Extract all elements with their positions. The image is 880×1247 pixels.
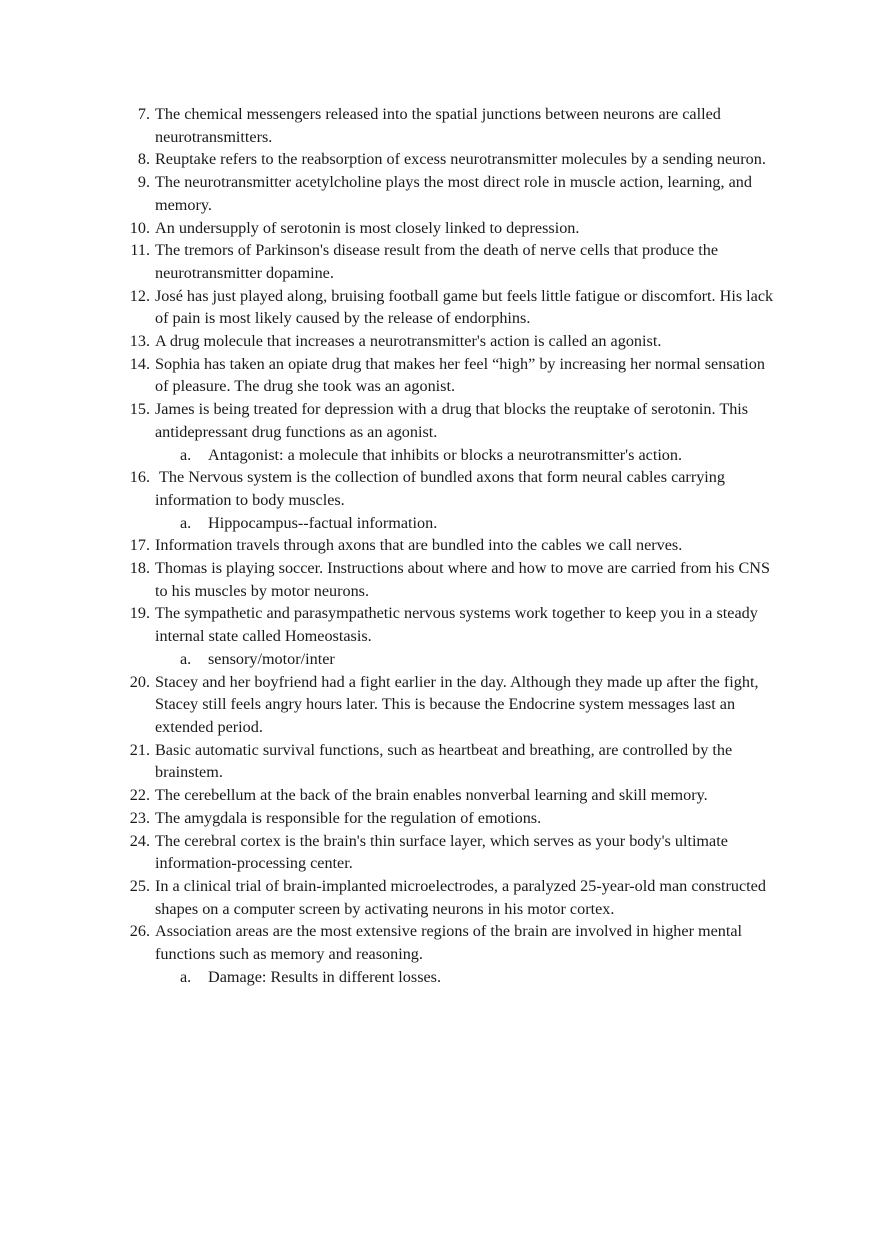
list-item: [0, 398, 880, 443]
item-number: 12.: [129, 286, 150, 305]
item-number: 25.: [129, 876, 150, 895]
list-item: [0, 875, 880, 920]
list-item: [0, 353, 880, 398]
item-text: A drug molecule that increases a neurotransmitter's action is called an agonist.: [155, 332, 662, 351]
list-item: [0, 534, 880, 557]
list-item: [0, 148, 880, 171]
item-number: 26.: [129, 922, 150, 941]
item-number: 10.: [129, 218, 150, 237]
item-number: 21.: [129, 740, 150, 759]
item-number: 7.: [137, 105, 150, 123]
list-item: [0, 602, 880, 647]
item-number: 19.: [129, 604, 150, 623]
item-text: The amygdala is responsible for the regulation of emotions.: [155, 808, 542, 827]
item-number: 17.: [129, 536, 150, 555]
item-number: 15.: [129, 400, 150, 419]
sub-item-letter: a.: [180, 513, 192, 532]
list-item: [0, 784, 880, 807]
sub-item-text: Antagonist: a molecule that inhibits or blocks a neurotransmitter's action.: [208, 445, 683, 464]
item-text: Stacey and her boyfriend had a fight earlier in the day. Although they made up after the fight, Stacey still feels angry hours later. This is because the Endocrine system messages last an extended period.: [155, 672, 759, 736]
sub-item-letter: a.: [180, 649, 192, 668]
item-number: 11.: [130, 241, 150, 260]
list-item: [0, 239, 880, 284]
item-number: 14.: [129, 354, 150, 373]
sub-list-item: [0, 512, 880, 535]
item-number: 18.: [129, 559, 150, 578]
list-item: [0, 671, 880, 739]
item-text: Reuptake refers to the reabsorption of excess neurotransmitter molecules by a sending neuron.: [155, 150, 766, 169]
item-text: Basic automatic survival functions, such as heartbeat and breathing, are controlled by the brainstem.: [155, 740, 733, 782]
item-number: 13.: [129, 332, 150, 351]
sub-list-item: [0, 444, 880, 467]
item-text: Sophia has taken an opiate drug that makes her feel “high” by increasing her normal sensation of pleasure. The drug she took was an agonist.: [155, 354, 765, 396]
sub-item-text: Damage: Results in different losses.: [208, 967, 442, 986]
item-text: The tremors of Parkinson's disease result from the death of nerve cells that produce the neurotransmitter dopamine.: [155, 241, 719, 282]
item-text: The neurotransmitter acetylcholine plays the most direct role in muscle action, learning, and memory.: [155, 173, 752, 214]
list-item: [0, 920, 880, 965]
list-item: [0, 285, 880, 330]
list-item: [0, 557, 880, 602]
item-number: 8.: [137, 150, 150, 169]
sub-list-item: [0, 648, 880, 671]
item-text: Association areas are the most extensive regions of the brain are involved in higher mental functions such as memory and reasoning.: [155, 922, 743, 964]
item-text: The sympathetic and parasympathetic nervous systems work together to keep you in a steady internal state called Homeostasis.: [155, 604, 758, 646]
item-text: The Nervous system is the collection of bundled axons that form neural cables carrying information to body muscles.: [155, 468, 730, 509]
sub-item-text: Hippocampus--factual information.: [208, 513, 438, 532]
list-item: [0, 217, 880, 240]
item-text: The cerebellum at the back of the brain enables nonverbal learning and skill memory.: [155, 786, 708, 805]
sub-list-item: [0, 966, 880, 989]
list-item: [0, 807, 880, 830]
item-number: 24.: [129, 831, 150, 850]
list-item: [0, 830, 880, 875]
item-text: The chemical messengers released into the spatial junctions between neurons are called neurotransmitters.: [155, 105, 721, 146]
list-item: [0, 739, 880, 784]
item-text: An undersupply of serotonin is most closely linked to depression.: [155, 218, 580, 237]
item-number: 9.: [137, 173, 150, 192]
item-text: James is being treated for depression with a drug that blocks the reuptake of serotonin. This antidepressant drug functions as an agonist.: [155, 400, 749, 441]
item-text: Thomas is playing soccer. Instructions about where and how to move are carried from his CNS to his muscles by motor neurons.: [155, 559, 770, 600]
list-item: [0, 103, 880, 148]
item-text: Information travels through axons that are bundled into the cables we call nerves.: [155, 536, 683, 555]
list-item: [0, 171, 880, 216]
sub-item-text: sensory/motor/inter: [208, 649, 335, 668]
item-text: The cerebral cortex is the brain's thin surface layer, which serves as your body's ultimate information-processing center.: [155, 831, 728, 873]
item-text: José has just played along, bruising football game but feels little fatigue or discomfort. His lack of pain is most likely caused by the release of endorphins.: [155, 286, 774, 328]
item-text: In a clinical trial of brain-implanted microelectrodes, a paralyzed 25-year-old man constructed shapes on a computer screen by activating neurons in his motor cortex.: [155, 876, 766, 918]
list-item: [0, 330, 880, 353]
sub-item-letter: a.: [180, 445, 192, 464]
item-number: 23.: [129, 808, 150, 827]
item-number: 22.: [129, 786, 150, 805]
document-page: [0, 103, 880, 988]
sub-item-letter: a.: [180, 967, 192, 986]
item-number: 16.: [129, 468, 150, 487]
list-item: [0, 466, 880, 511]
item-number: 20.: [129, 672, 150, 691]
